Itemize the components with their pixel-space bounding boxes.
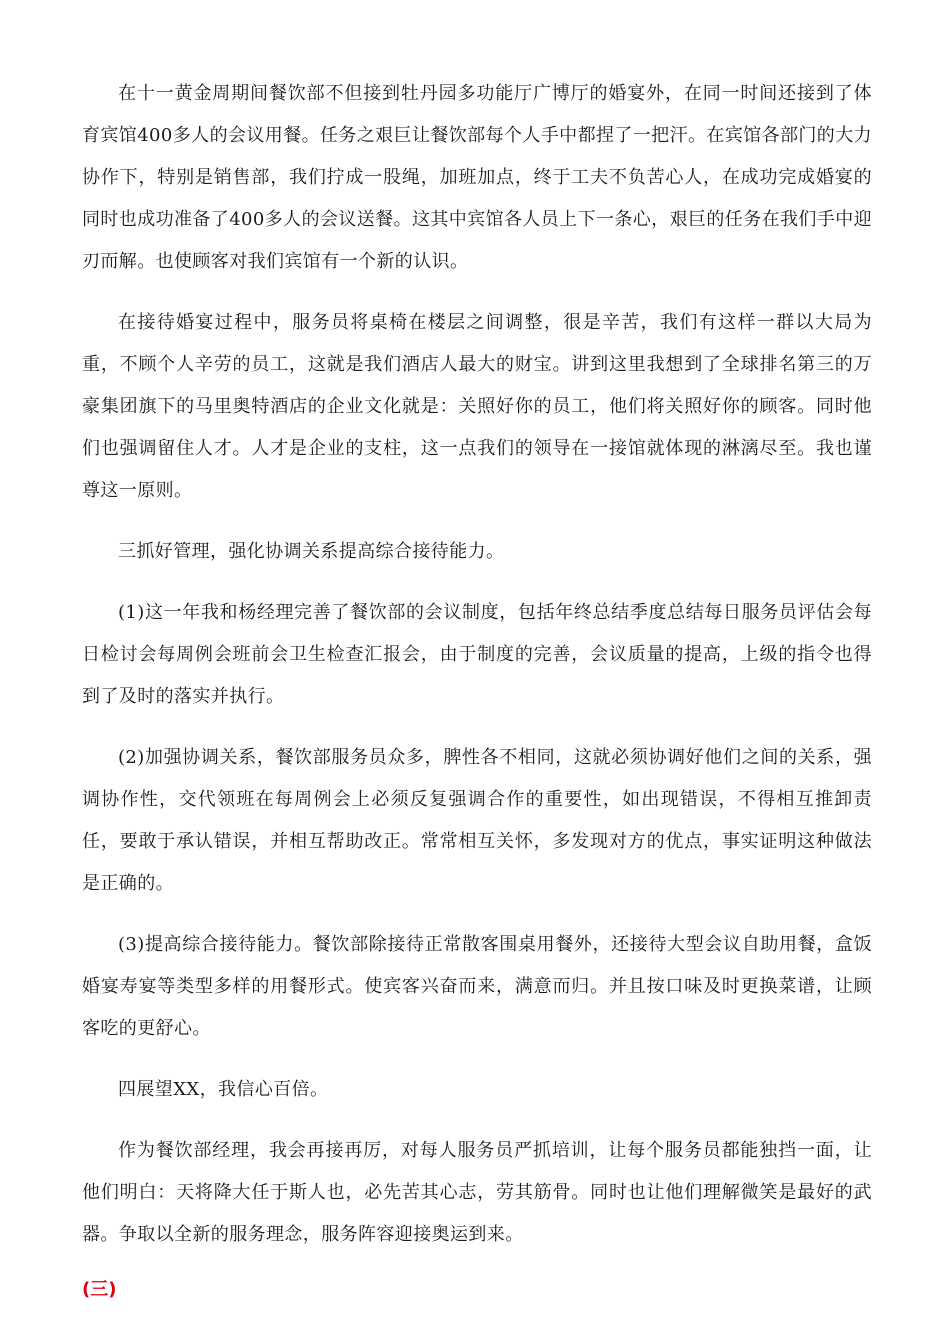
paragraph-golden-week: 在十一黄金周期间餐饮部不但接到牡丹园多功能厅广博厅的婚宴外，在同一时间还接到了体育宾馆400多人的会议用餐。任务之艰巨让餐饮部每个人手中都捏了一把汗。在宾馆各部门的大力协作下，特别是销售部，我们拧成一股绳，加班加点，终于工夫不负苦心人，在成功完成婚宴的同时也成功准备了400多人的会议送餐。这其中宾馆各人员上下一条心，艰巨的任务在我们手中迎刃而解。也使顾客对我们宾馆有一个新的认识。 [82,83,872,272]
section-heading-management: 三抓好管理，强化协调关系提高综合接待能力。 [118,541,505,562]
list-item-meeting-system: (1)这一年我和杨经理完善了餐饮部的会议制度，包括年终总结季度总结每日服务员评估会每日检讨会每周例会班前会卫生检查汇报会，由于制度的完善，会议质量的提高，上级的指令也得到了及时的落实并执行。 [82,602,872,707]
list-item-coordination: (2)加强协调关系，餐饮部服务员众多，脾性各不相同，这就必须协调好他们之间的关系，强调协作性，交代领班在每周例会上必须反复强调合作的重要性，如出现错误，不得相互推卸责任，要敢于承认错误，并相互帮助改正。常常相互关怀，多发现对方的优点，事实证明这种做法是正确的。 [82,747,872,894]
list-item-reception-capacity: (3)提高综合接待能力。餐饮部除接待正常散客围桌用餐外，还接待大型会议自助用餐，盒饭婚宴寿宴等类型多样的用餐形式。使宾客兴奋而来，满意而归。并且按口味及时更换菜谱，让顾客吃的更舒心。 [82,934,872,1039]
paragraph-wedding-banquet: 在接待婚宴过程中，服务员将桌椅在楼层之间调整，很是辛苦，我们有这样一群以大局为重，不顾个人辛劳的员工，这就是我们酒店人最大的财宝。讲到这里我想到了全球排名第三的万豪集团旗下的马里奥特酒店的企业文化就是：关照好你的员工，他们将关照好你的顾客。同时他们也强调留住人才。人才是企业的支柱，这一点我们的领导在一接馆就体现的淋漓尽至。我也谨尊这一原则。 [82,312,872,501]
document-page [82,73,872,1305]
section-heading-outlook: 四展望XX，我信心百倍。 [118,1079,329,1100]
section-mark-three: (三) [82,1279,117,1300]
paragraph-closing: 作为餐饮部经理，我会再接再厉，对每人服务员严抓培训，让每个服务员都能独挡一面，让他们明白：天将降大任于斯人也，必先苦其心志，劳其筋骨。同时也让他们理解微笑是最好的武器。争取以全新的服务理念，服务阵容迎接奥运到来。 [82,1140,872,1245]
